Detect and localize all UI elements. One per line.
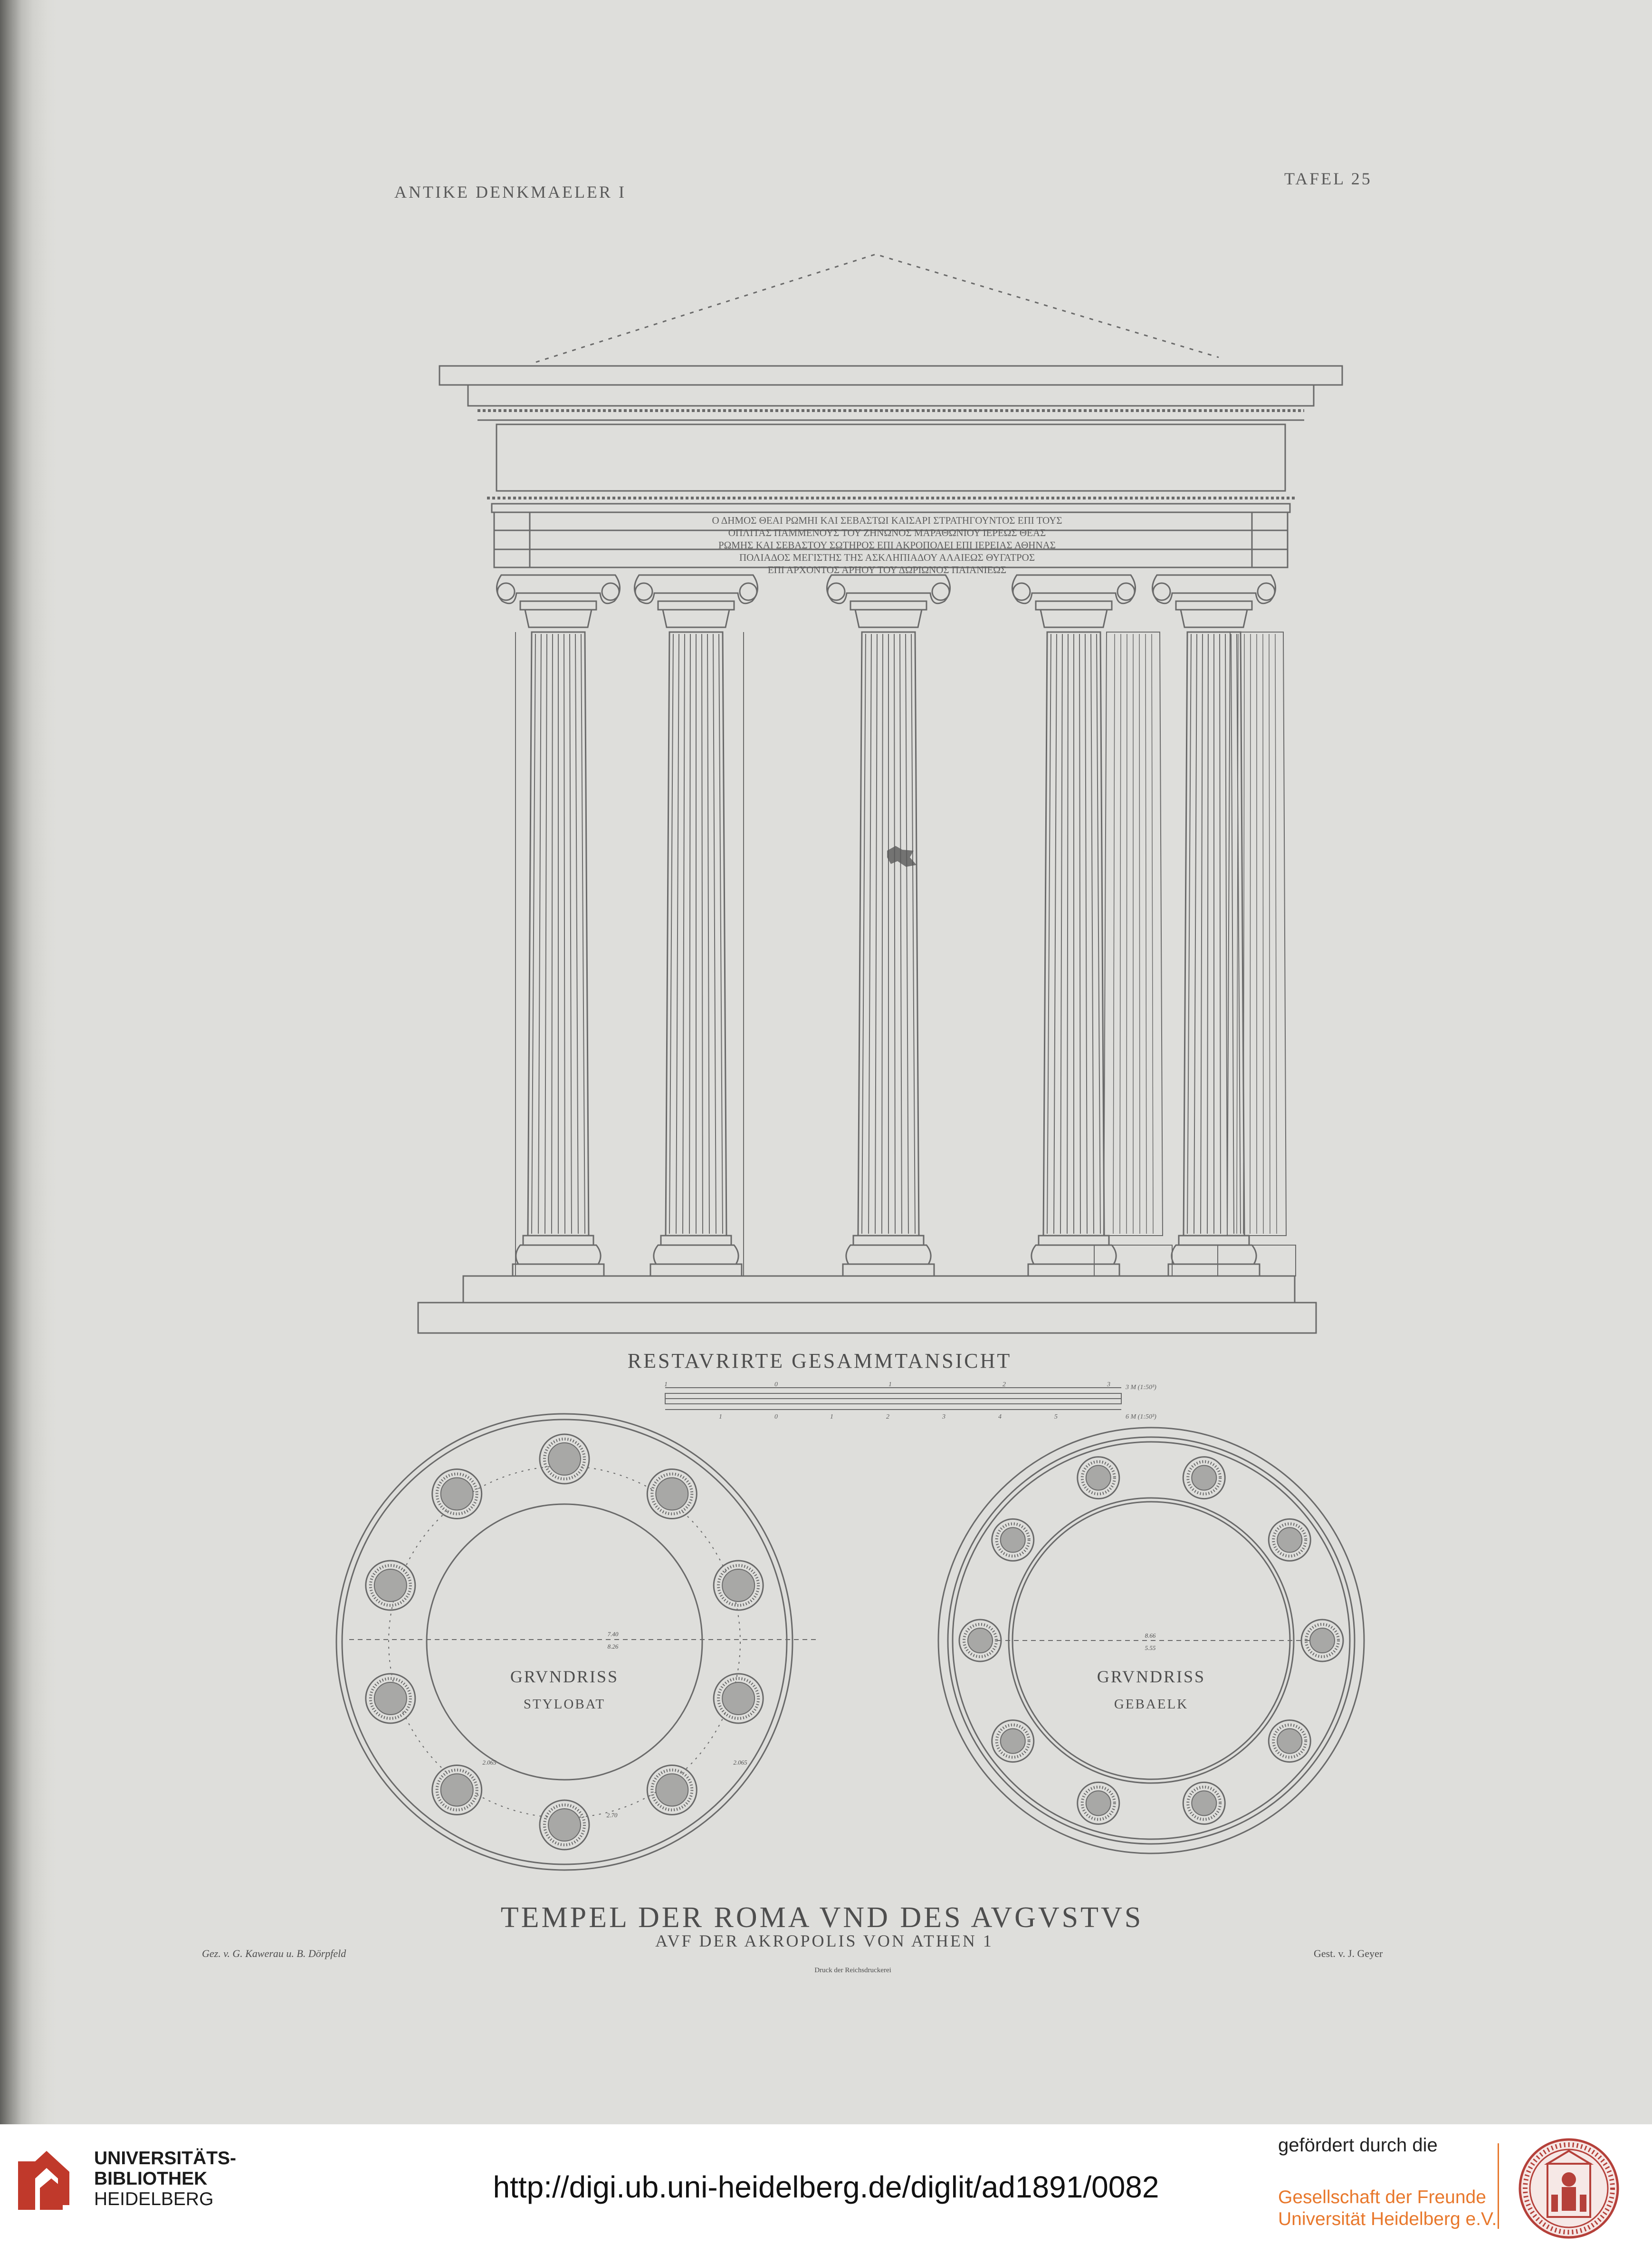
sponsor-name-line-1: Gesellschaft der Freunde xyxy=(1278,2187,1486,2207)
scale-bottom-tick-3: 1 xyxy=(830,1413,833,1420)
footer-bar xyxy=(0,2124,1652,2245)
plan-column xyxy=(432,1469,482,1519)
url-link[interactable]: http://digi.ub.uni-heidelberg.de/diglit/ad1891/0082 xyxy=(493,2170,1159,2204)
plan-column xyxy=(714,1674,763,1723)
inscription xyxy=(712,515,1062,576)
scale-bottom-tick-7: 5 xyxy=(1054,1413,1058,1420)
plan-column xyxy=(992,1720,1034,1762)
pediment-outline xyxy=(536,254,1219,362)
credit-left: Gez. v. G. Kawerau u. B. Dörpfeld xyxy=(202,1948,346,1959)
frieze xyxy=(497,424,1285,491)
plan-left-subtitle: STYLOBAT xyxy=(523,1697,606,1712)
inscription-line-3: ΡΩΜΗΣ ΚΑΙ ΣΕΒΑΣΤΟΥ ΣΩΤΗΡΟΣ ΕΠΙ ΑΚΡΟΠΟΛΕΙ ΕΠΙ ΙΕΡΕΙΑΣ ΑΘΗΝΑΣ xyxy=(718,539,1056,551)
credit-right: Gest. v. J. Geyer xyxy=(1314,1948,1383,1959)
plan-left-dim-top: 7.40 xyxy=(607,1631,619,1638)
plan-left-dim-left: 2.065 xyxy=(482,1759,497,1766)
inscription-line-5: ΕΠΙ ΑΡΧΟΝΤΟΣ ΑΡΗΟΥ ΤΟΥ ΔΩΡΙΩΝΟΣ ΠΑΙΑΝΙΕΩΣ xyxy=(767,564,1007,576)
plan-left-dim-bottom: 2.70 xyxy=(606,1812,618,1819)
scale-bar xyxy=(664,1381,1156,1420)
plan-column xyxy=(959,1620,1001,1661)
plan-column xyxy=(1078,1782,1119,1824)
library-line-3: HEIDELBERG xyxy=(94,2189,214,2209)
plan-column xyxy=(366,1674,415,1723)
scale-top-unit: 3 M (1:50³) xyxy=(1126,1384,1156,1391)
inscription-line-2: ΟΠΛΙΤΑΣ ΠΑΜΜΕΝΟΥΣ ΤΟΥ ΖΗΝΩΝΟΣ ΜΑΡΑΘΩΝΙΟΥ ΙΕΡΕΩΣ ΘΕΑΣ xyxy=(728,527,1046,538)
plan-column xyxy=(540,1800,589,1850)
scale-bottom-tick-2: 0 xyxy=(774,1413,778,1420)
scale-top-tick-1: 1 xyxy=(664,1381,668,1388)
plan-right-title: GRVNDRISS xyxy=(1097,1667,1206,1686)
subtitle: AVF DER AKROPOLIS VON ATHEN 1 xyxy=(655,1931,993,1950)
stylobate-platform xyxy=(418,1276,1316,1333)
scale-bottom-tick-1: 1 xyxy=(719,1413,722,1420)
column xyxy=(634,575,757,1276)
plan-column xyxy=(1183,1457,1225,1499)
column xyxy=(827,575,950,1276)
cornice xyxy=(439,366,1342,420)
scale-top-tick-5: 3 xyxy=(1107,1381,1110,1388)
plan-column xyxy=(366,1561,415,1610)
plan-right-dim-top: 8.66 xyxy=(1145,1632,1156,1639)
book-binding-edge xyxy=(0,0,57,2124)
sponsor-name-line-2: Universität Heidelberg e.V. xyxy=(1278,2209,1497,2229)
scale-bottom-tick-4: 2 xyxy=(886,1413,889,1420)
plan-right-subtitle: GEBAELK xyxy=(1114,1697,1189,1712)
plan-left-dim-right: 2.065 xyxy=(733,1759,747,1766)
library-line-1: UNIVERSITÄTS- xyxy=(94,2148,237,2168)
plan-column xyxy=(432,1765,482,1814)
footer-separator xyxy=(1498,2143,1499,2229)
inscription-line-1: Ο ΔΗΜΟΣ ΘΕΑΙ ΡΩΜΗΙ ΚΑΙ ΣΕΒΑΣΤΩΙ ΚΑΙΣΑΡΙ ΣΤΡΑΤΗΓΟΥΝΤΟΣ ΕΠΙ ΤΟΥΣ xyxy=(712,515,1062,526)
plan-column xyxy=(992,1519,1034,1561)
plan-column xyxy=(1269,1720,1310,1762)
header-left: ANTIKE DENKMAELER I xyxy=(394,182,626,201)
plan-column xyxy=(1269,1519,1310,1561)
inscription-line-4: ΠΟΛΙΑΔΟΣ ΜΕΓΙΣΤΗΣ ΤΗΣ ΑΣΚΛΗΠΙΑΔΟΥ ΑΛΑΙΕΩΣ ΘΥΓΑΤΡΟΣ xyxy=(739,552,1035,563)
scale-bottom-tick-5: 3 xyxy=(942,1413,945,1420)
columns xyxy=(497,575,1296,1276)
plan-column xyxy=(1078,1457,1119,1499)
plan-column xyxy=(540,1434,589,1484)
sponsor-label: gefördert durch die xyxy=(1278,2135,1438,2156)
scale-bottom-unit: 6 M (1:50³) xyxy=(1126,1413,1156,1420)
credit-center: Druck der Reichsdruckerei xyxy=(814,1967,891,1974)
plan-column xyxy=(647,1469,697,1519)
scale-top-tick-3: 1 xyxy=(888,1381,892,1388)
plan-column xyxy=(714,1561,763,1610)
architectural-drawing xyxy=(59,0,1652,2124)
main-title: TEMPEL DER ROMA VND DES AVGVSTVS xyxy=(500,1901,1144,1934)
plan-left-title: GRVNDRISS xyxy=(510,1667,619,1686)
library-line-2: BIBLIOTHEK xyxy=(94,2168,208,2189)
plan-stylobate xyxy=(336,1414,820,1870)
plan-column xyxy=(647,1765,697,1814)
elevation-title: RESTAVRIRTE GESAMMTANSICHT xyxy=(627,1349,1012,1372)
plan-column xyxy=(1183,1782,1225,1824)
column xyxy=(1012,575,1172,1276)
scale-top-tick-2: 0 xyxy=(774,1381,778,1388)
header-right: TAFEL 25 xyxy=(1284,169,1372,188)
plate-sheet xyxy=(59,0,1652,2124)
plan-stylobate-columns xyxy=(366,1434,763,1850)
university-seal-icon xyxy=(1518,2138,1620,2240)
ink-stain xyxy=(887,846,917,867)
scale-top-tick-4: 2 xyxy=(1003,1381,1006,1388)
plan-left-dim-mid: 8.26 xyxy=(607,1643,619,1650)
plan-gebaelk xyxy=(938,1428,1364,1853)
scale-bottom-tick-6: 4 xyxy=(998,1413,1002,1420)
plan-right-dim-mid: 5.55 xyxy=(1145,1644,1156,1651)
column xyxy=(1152,575,1296,1276)
